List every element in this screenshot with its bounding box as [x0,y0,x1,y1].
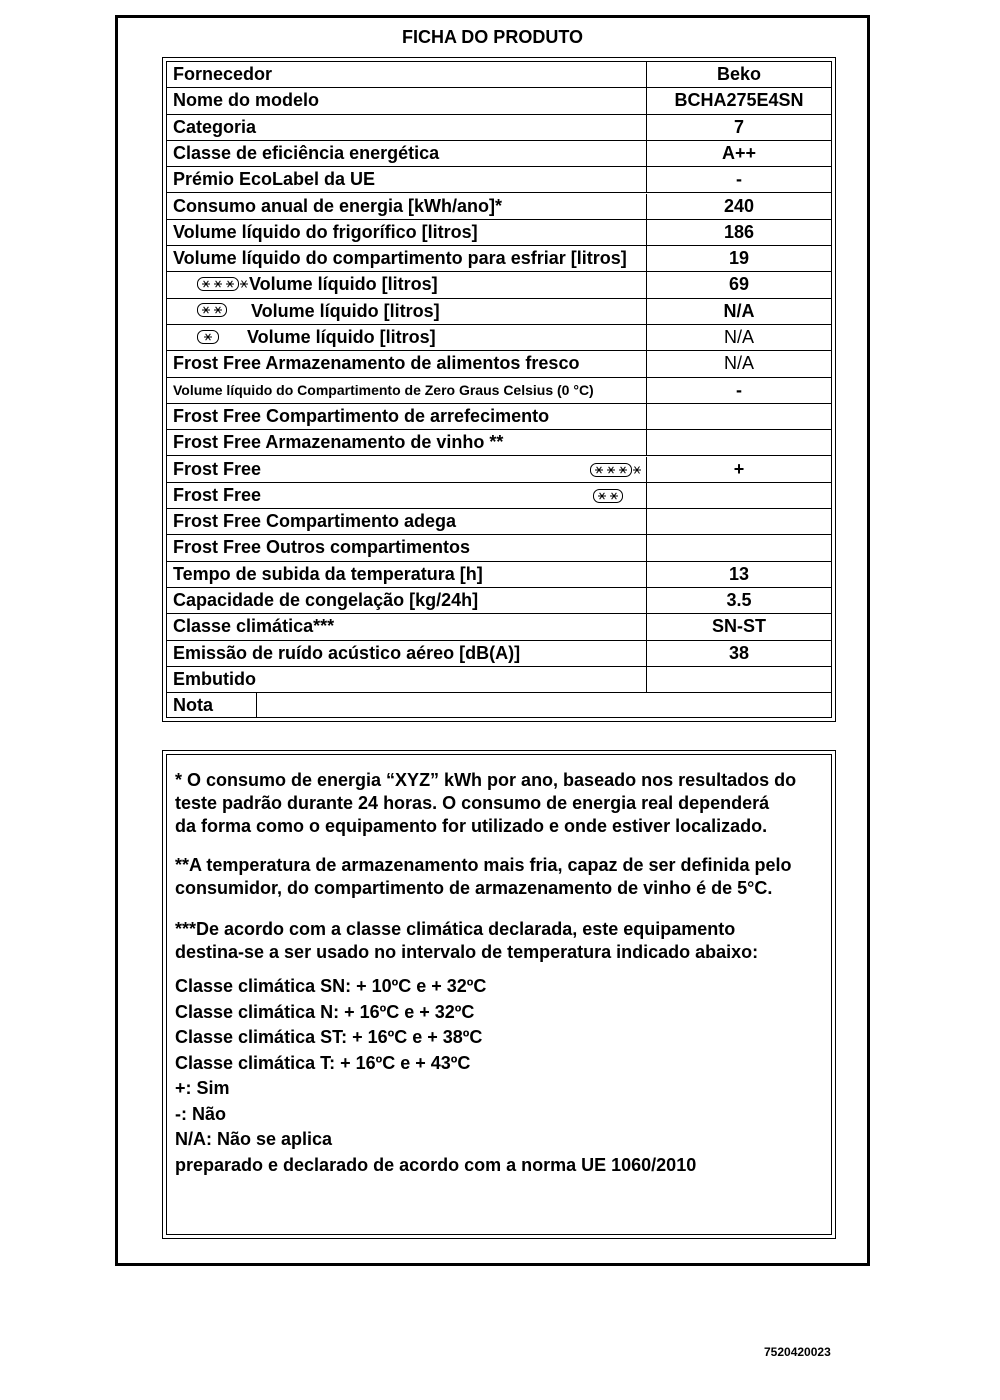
row-label [167,115,647,140]
table-row [167,220,831,246]
table-row [167,62,831,88]
row-value: 38 [728,642,750,663]
row-label [167,404,647,429]
row-label [167,562,647,587]
row-label-text: Volume líquido do compartimento para esfriar [litros] [173,248,627,269]
row-label [167,614,647,639]
row-value: 13 [728,563,750,584]
notes-panel [166,754,832,1235]
row-label-text: Prémio EcoLabel da UE [173,169,376,190]
row-label [167,588,647,613]
row-label [167,535,647,560]
row-label [167,88,647,113]
table-row [167,404,831,430]
note-wine: **A temperatura de armazenamento mais fria, capaz de ser definida pelo consumidor, do compartimento de armazenamento de vinho é de 5°C. [175,855,792,898]
nota-label: Nota [167,693,257,717]
row-value: - [736,169,742,190]
row-label-text: Classe climática*** [173,616,335,637]
row-label-text: Volume líquido [litros] [249,274,438,295]
row-label [167,378,647,403]
row-label-text: Categoria [173,116,257,137]
row-value: N/A [723,353,754,374]
table-row [167,141,831,167]
row-label [167,509,647,534]
row-label [167,351,647,376]
row-label-text: Tempo de subida da temperatura [h] [173,563,483,584]
legend-line: Classe climática N: + 16ºC e + 32ºC [175,1001,475,1022]
note-energy: * O consumo de energia “XYZ” kWh por ano, baseado nos resultados do teste padrão durante 24 horas. O consumo de energia real dependerá da forma como o equipamento for utilizado e onde estiver localizado. [175,770,797,836]
freezer-star-icon [197,273,249,298]
table-row [167,194,831,220]
table-row [167,351,831,377]
freezer-star-icon [590,459,642,484]
row-label-text: Volume líquido [litros] [251,300,440,321]
product-sheet [115,15,870,1266]
legend-line: Classe climática SN: + 10ºC e + 32ºC [175,976,487,996]
row-label [167,246,647,271]
row-value [647,430,831,455]
row-label-text: Embutido [173,668,256,689]
product-table-frame [162,57,836,722]
row-label-text: Nome do modelo [173,90,320,111]
row-label [167,299,647,324]
row-label [167,194,647,219]
row-label-text: Fornecedor [173,64,273,84]
row-value: SN-ST [712,616,766,637]
row-label [167,141,647,166]
row-value: 69 [728,274,750,295]
row-label-text: Frost Free [173,484,262,505]
row-label [167,62,647,87]
row-value: 7 [733,116,744,137]
legend-line: -: Não [175,1103,226,1124]
row-value [647,667,831,692]
row-label [167,167,647,192]
table-row [167,430,831,456]
row-value [647,509,831,534]
row-value: BCHA275E4SN [674,90,804,111]
row-label-text: Classe de eficiência energética [173,142,440,163]
note-climate: ***De acordo com a classe climática declarada, este equipamento destina-se a ser usado no intervalo de temperatura indicado abaixo: [175,919,759,962]
row-label-text: Volume líquido do frigorífico [litros] [173,221,478,242]
table-row [167,378,831,404]
row-label-text: Frost Free Compartimento adega [173,511,457,532]
row-value: 3.5 [726,590,752,610]
row-value: - [736,379,742,400]
table-row [167,246,831,272]
row-label [167,272,647,297]
freezer-star-icon [197,326,219,351]
row-label-text: Frost Free Compartimento de arrefecimento [173,405,550,426]
legend-line: +: Sim [175,1078,230,1098]
row-value [647,535,831,560]
table-row [167,272,831,298]
nota-row [167,693,831,717]
row-label-text: Capacidade de congelação [kg/24h] [173,590,479,610]
table-row [167,457,831,483]
row-label [167,667,647,692]
row-value [647,483,831,508]
row-value: + [733,458,745,479]
table-row [167,167,831,193]
product-table [166,61,832,718]
table-row [167,588,831,614]
row-label-text: Volume líquido [litros] [247,327,436,347]
row-value: 19 [728,248,750,269]
row-value: Beko [716,64,761,84]
table-row [167,562,831,588]
row-label [167,483,647,508]
table-row [167,667,831,693]
table-row [167,299,831,325]
row-label-text: Frost Free Outros compartimentos [173,537,471,558]
table-row [167,641,831,667]
legend-line: preparado e declarado de acordo com a norma UE 1060/2010 [175,1154,697,1175]
row-label [167,457,647,482]
legend-list [175,974,825,1178]
row-value: A++ [721,142,757,163]
table-row [167,614,831,640]
notes-frame [162,750,836,1239]
row-label [167,220,647,245]
legend-line: Classe climática ST: + 16ºC e + 38ºC [175,1027,483,1047]
row-label-text: Frost Free Armazenamento de alimentos fresco [173,353,580,374]
row-label [167,641,647,666]
table-row [167,88,831,114]
freezer-star-icon [593,485,623,510]
table-row [167,483,831,509]
row-label-text: Emissão de ruído acústico aéreo [dB(A)] [173,642,521,663]
table-row [167,115,831,141]
row-label-text: Frost Free [173,458,262,479]
row-label [167,325,647,350]
table-row [167,325,831,351]
row-value: 240 [723,195,755,216]
table-row [167,535,831,561]
row-label-text: Consumo anual de energia [kWh/ano]* [173,195,503,216]
row-value: 186 [723,221,755,242]
legend-line: Classe climática T: + 16ºC e + 43ºC [175,1052,471,1073]
row-value: N/A [723,300,755,321]
row-label-text: Volume líquido do Compartimento de Zero Graus Celsius (0 °C) [173,381,594,398]
row-value [647,404,831,429]
freezer-star-icon [197,299,227,324]
table-row [167,509,831,535]
sheet-title: FICHA DO PRODUTO [401,27,583,47]
row-value: N/A [723,327,754,347]
legend-line: N/A: Não se aplica [175,1129,333,1149]
row-label-text: Frost Free Armazenamento de vinho ** [173,432,504,453]
document-code: 7520420023 [764,1345,831,1359]
row-label [167,430,647,455]
